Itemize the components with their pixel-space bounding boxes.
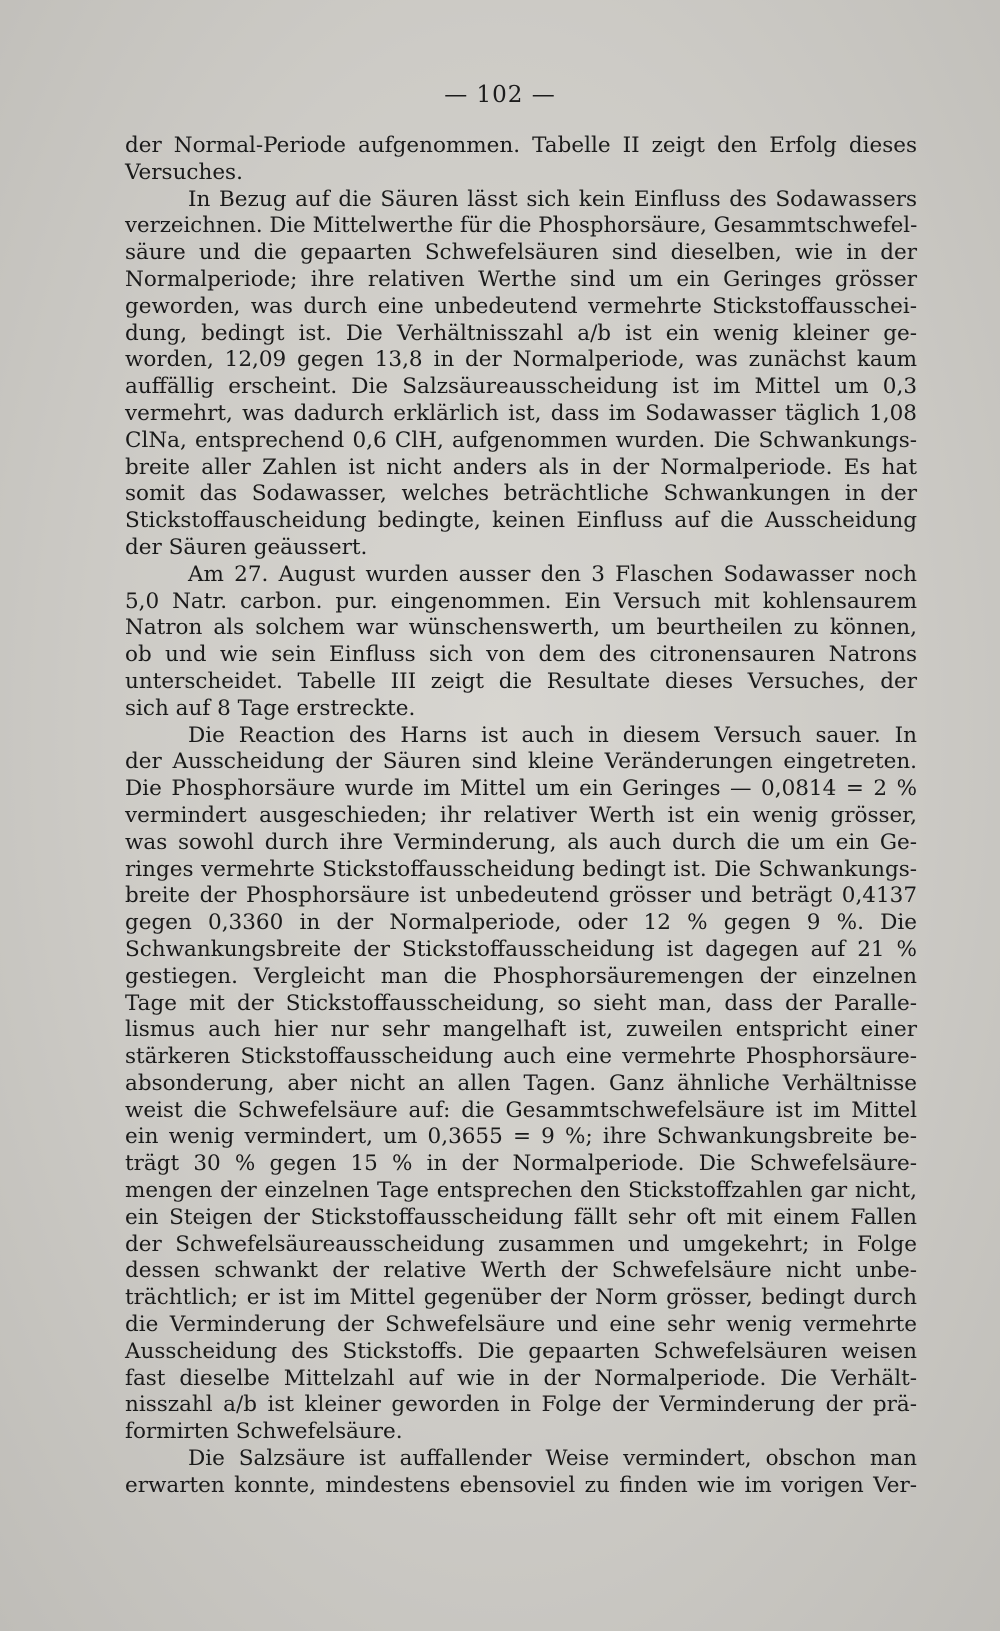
text-line: dung, bedingt ist. Die Verhältnisszahl a/b ist ein wenig kleiner ge-	[125, 320, 917, 346]
text-line: vermindert ausgeschieden; ihr relativer Werth ist ein wenig grösser,	[125, 802, 917, 828]
text-line: trächtlich; er ist im Mittel gegenüber der Norm grösser, bedingt durch	[125, 1285, 917, 1311]
text-line: nisszahl a/b ist kleiner geworden in Folge der Verminderung der prä-	[125, 1392, 917, 1418]
text-line: der Säuren geäussert.	[125, 534, 368, 560]
text-line: Die Phosphorsäure wurde im Mittel um ein Geringes — 0,0814 = 2 %	[125, 776, 917, 802]
text-line: ein Steigen der Stickstoffausscheidung fällt sehr oft mit einem Fallen	[125, 1204, 917, 1230]
text-line: trägt 30 % gegen 15 % in der Normalperiode. Die Schwefelsäure-	[125, 1151, 917, 1177]
text-line: Versuches.	[125, 159, 243, 185]
text-line: gestiegen. Vergleicht man die Phosphorsäuremengen der einzelnen	[125, 963, 917, 989]
text-line: die Verminderung der Schwefelsäure und eine sehr wenig vermehrte	[125, 1312, 917, 1338]
text-line: verzeichnen. Die Mittelwerthe für die Phosphorsäure, Gesammtschwefel-	[125, 213, 918, 239]
text-line: breite aller Zahlen ist nicht anders als in der Normalperiode. Es hat	[125, 454, 917, 480]
text-line: breite der Phosphorsäure ist unbedeutend grösser und beträgt 0,4137	[125, 883, 917, 909]
text-line: Die Salzsäure ist auffallender Weise vermindert, obschon man	[188, 1446, 917, 1472]
text-line: Am 27. August wurden ausser den 3 Flaschen Sodawasser noch	[188, 561, 917, 587]
text-line: auffällig erscheint. Die Salzsäureausscheidung ist im Mittel um 0,3	[125, 374, 917, 400]
text-line: ClNa, entsprechend 0,6 ClH, aufgenommen wurden. Die Schwankungs-	[125, 427, 917, 453]
text-line: worden, 12,09 gegen 13,8 in der Normalperiode, was zunächst kaum	[125, 347, 917, 373]
text-line: ein wenig vermindert, um 0,3655 = 9 %; ihre Schwankungsbreite be-	[125, 1124, 917, 1150]
text-line: Tage mit der Stickstoffausscheidung, so sieht man, dass der Paralle-	[125, 990, 917, 1016]
text-line: gegen 0,3360 in der Normalperiode, oder 12 % gegen 9 %. Die	[125, 910, 917, 936]
text-line: was sowohl durch ihre Verminderung, als auch durch die um ein Ge-	[125, 829, 917, 855]
page-number-header: — 102 —	[444, 82, 556, 108]
text-line: 5,0 Natr. carbon. pur. eingenommen. Ein Versuch mit kohlensaurem	[125, 588, 917, 614]
text-line: sich auf 8 Tage erstreckte.	[125, 695, 416, 721]
text-line: absonderung, aber nicht an allen Tagen. Ganz ähnliche Verhältnisse	[125, 1070, 917, 1096]
text-line: dessen schwankt der relative Werth der Schwefelsäure nicht unbe-	[125, 1258, 917, 1284]
text-line: Natron als solchem war wünschenswerth, um beurtheilen zu können,	[125, 615, 917, 641]
text-line: mengen der einzelnen Tage entsprechen den Stickstoffzahlen gar nicht,	[125, 1178, 917, 1204]
text-line: Normalperiode; ihre relativen Werthe sind um ein Geringes grösser	[125, 266, 917, 292]
text-line: formirten Schwefelsäure.	[125, 1419, 403, 1445]
text-line: lismus auch hier nur sehr mangelhaft ist, zuweilen entspricht einer	[125, 1017, 917, 1043]
text-line: unterscheidet. Tabelle III zeigt die Resultate dieses Versuches, der	[125, 668, 917, 694]
text-line: Stickstoffauscheidung bedingte, keinen Einfluss auf die Ausscheidung	[125, 508, 917, 534]
text-line: weist die Schwefelsäure auf: die Gesammtschwefelsäure ist im Mittel	[125, 1097, 917, 1123]
body-text	[125, 133, 917, 1500]
text-line: vermehrt, was dadurch erklärlich ist, dass im Sodawasser täglich 1,08	[125, 400, 917, 426]
text-line: Ausscheidung des Stickstoffs. Die gepaarten Schwefelsäuren weisen	[125, 1338, 917, 1364]
text-line: Die Reaction des Harns ist auch in diesem Versuch sauer. In	[188, 722, 917, 748]
text-line: ob und wie sein Einfluss sich von dem des citronensauren Natrons	[125, 642, 917, 668]
text-line: der Normal-Periode aufgenommen. Tabelle II zeigt den Erfolg dieses	[125, 133, 917, 158]
text-line: stärkeren Stickstoffausscheidung auch eine vermehrte Phosphorsäure-	[125, 1044, 917, 1070]
text-line: fast dieselbe Mittelzahl auf wie in der Normalperiode. Die Verhält-	[125, 1365, 917, 1391]
text-line: geworden, was durch eine unbedeutend vermehrte Stickstoffausschei-	[125, 293, 917, 319]
text-line: der Ausscheidung der Säuren sind kleine Veränderungen eingetreten.	[125, 749, 917, 775]
text-line: ringes vermehrte Stickstoffausscheidung bedingt ist. Die Schwankungs-	[125, 856, 917, 882]
text-line: Schwankungsbreite der Stickstoffausscheidung ist dagegen auf 21 %	[125, 936, 917, 962]
text-line: erwarten konnte, mindestens ebensoviel zu finden wie im vorigen Ver-	[125, 1472, 917, 1498]
text-line: der Schwefelsäureausscheidung zusammen und umgekehrt; in Folge	[125, 1231, 917, 1257]
text-line: somit das Sodawasser, welches beträchtliche Schwankungen in der	[125, 481, 917, 507]
text-line: In Bezug auf die Säuren lässt sich kein Einfluss des Sodawassers	[188, 186, 917, 212]
text-line: säure und die gepaarten Schwefelsäuren sind dieselben, wie in der	[125, 240, 917, 266]
